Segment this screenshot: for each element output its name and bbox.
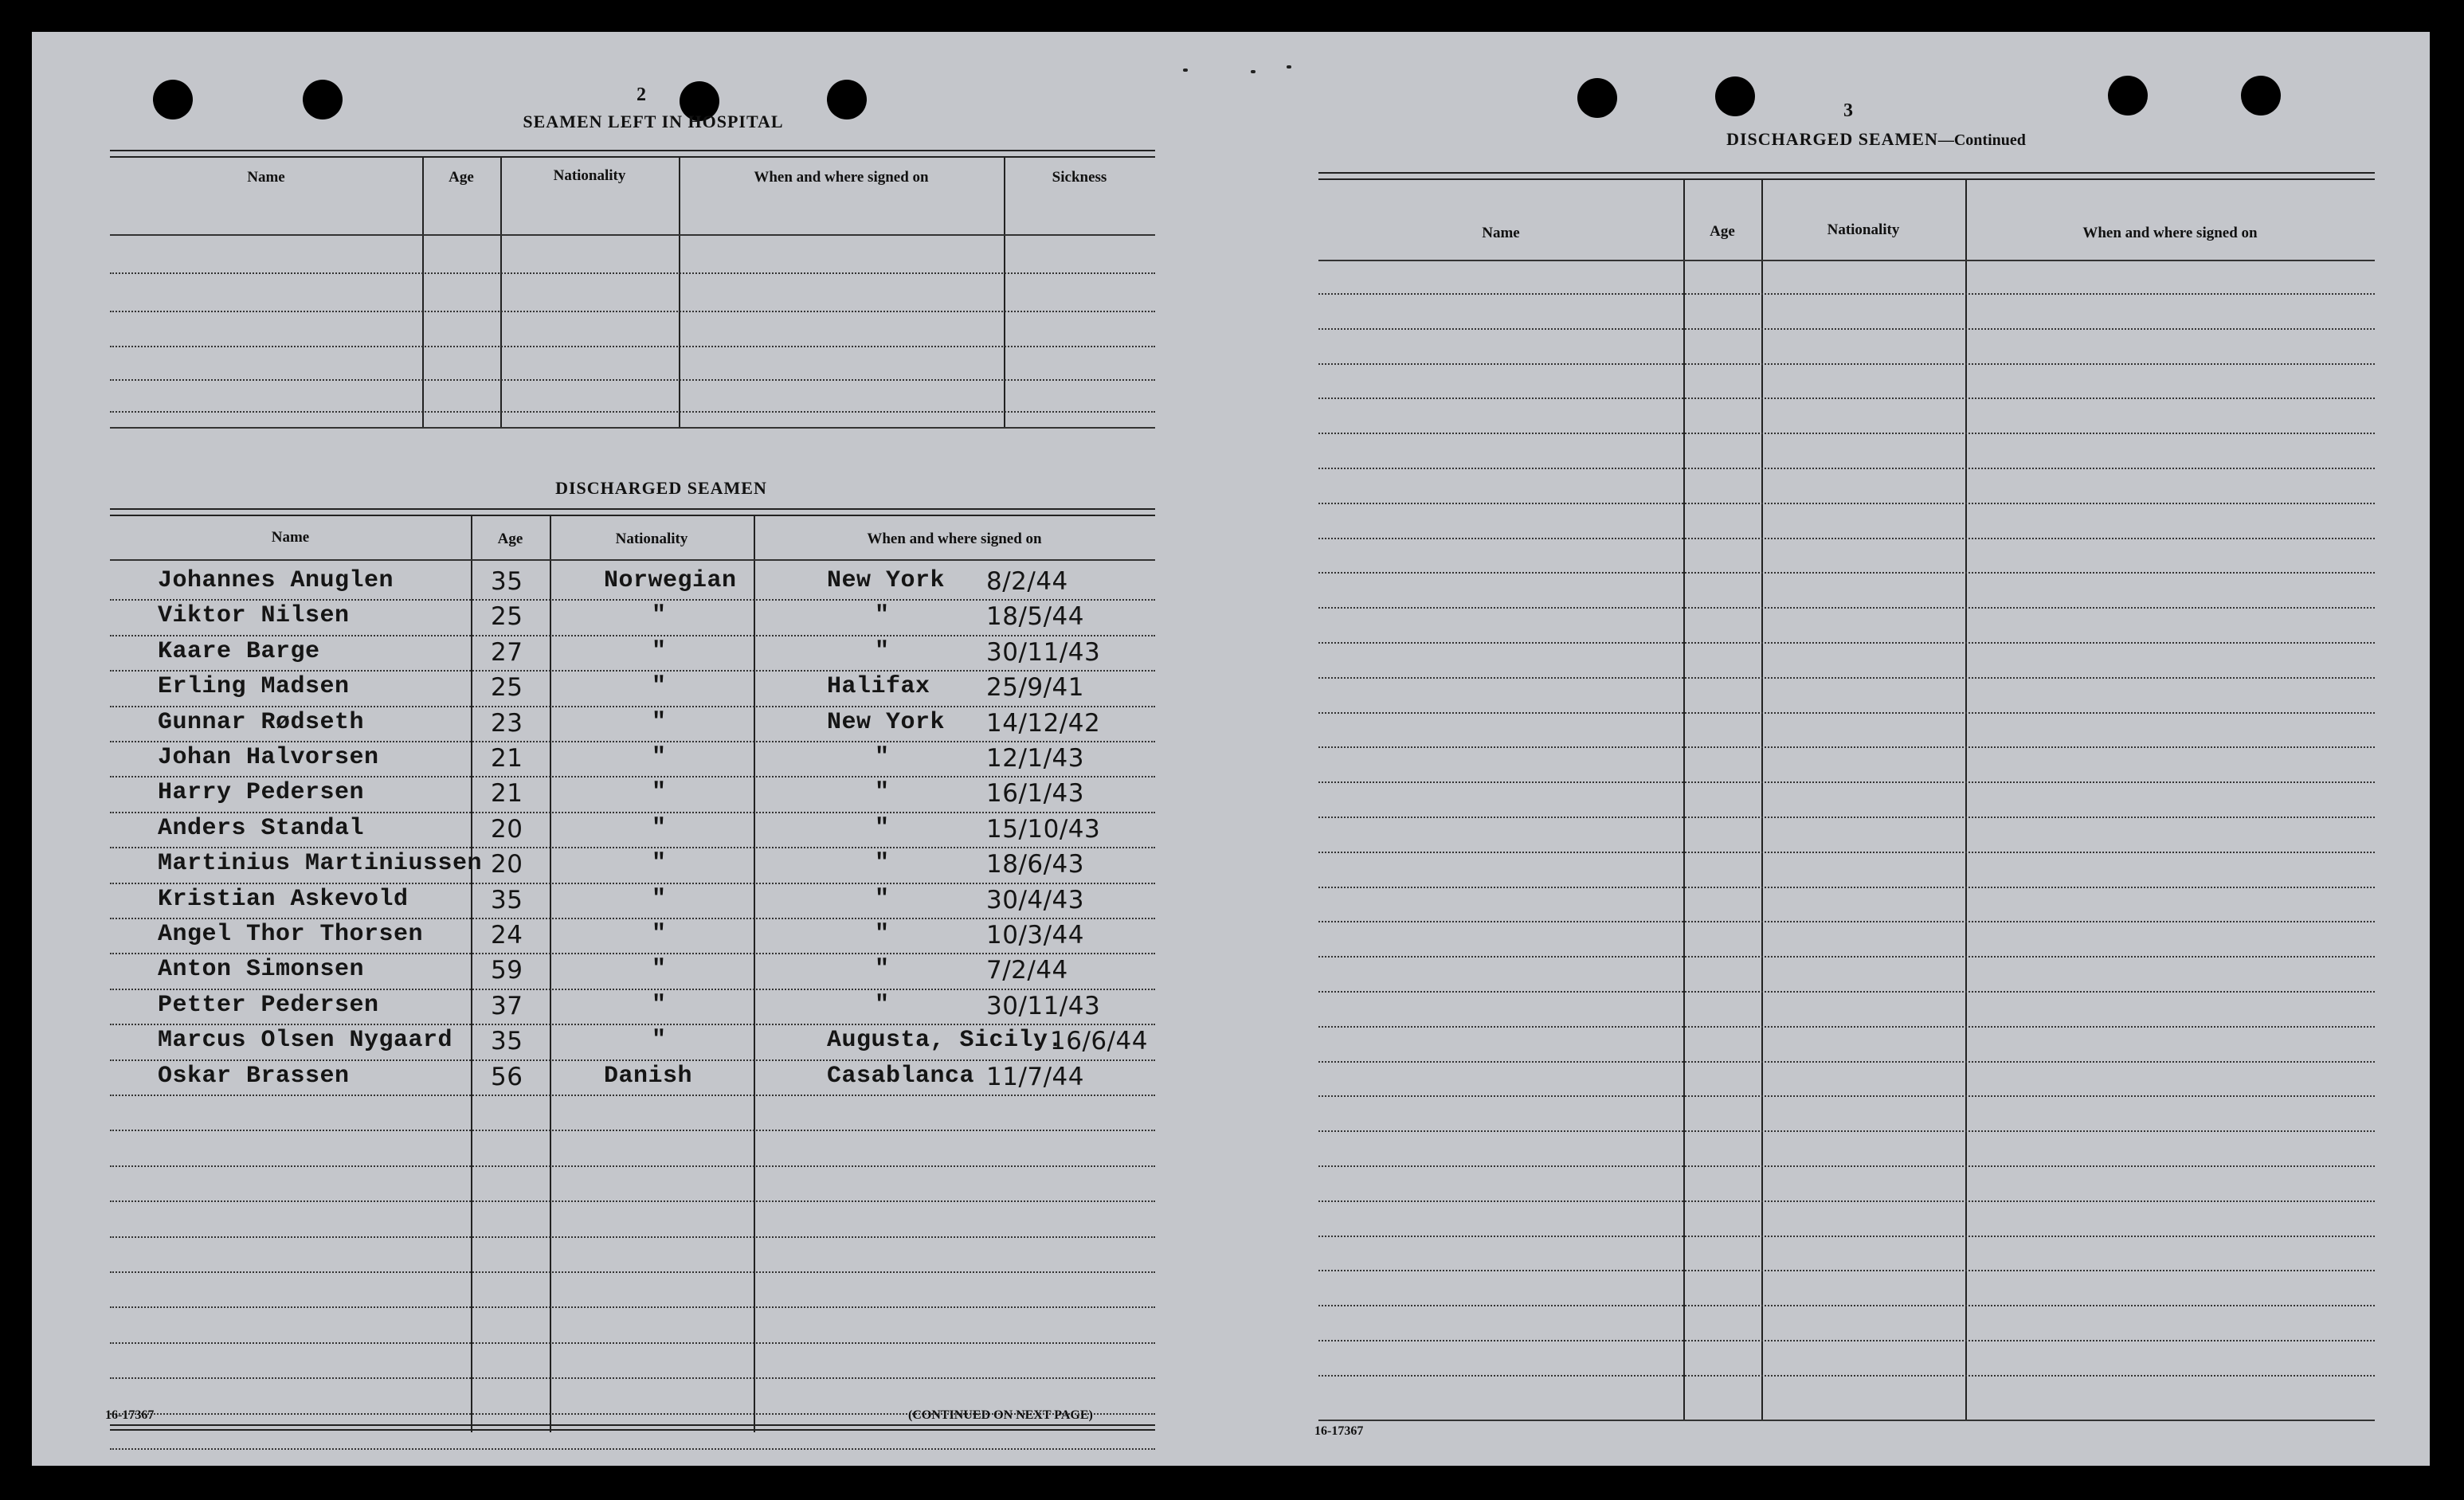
row-rule [1318,538,2375,539]
row-rule [1318,852,2375,853]
column-header: Name [1482,225,1520,241]
row-rule [110,776,1155,777]
row-rule [110,953,1155,954]
row-rule [110,1342,1155,1344]
column-header: Nationality [615,531,688,547]
seaman-nationality: " [652,602,667,630]
seaman-age: 23 [491,708,523,738]
row-rule [1318,956,2375,958]
signed-on-date: 11/7/44 [986,1062,1085,1091]
row-rule [1318,607,2375,609]
row-rule [110,1200,1155,1202]
row-rule [110,883,1155,884]
row-rule [1318,293,2375,295]
row-rule [1318,433,2375,434]
row-rule [110,234,1155,236]
table-top-rule [1318,172,2375,180]
continued-table [1318,172,2375,1447]
signed-on-date: 30/4/43 [986,885,1085,914]
seaman-age: 21 [491,744,523,773]
row-rule [1318,712,2375,714]
row-rule [1318,1270,2375,1271]
row-rule [110,411,1155,413]
title-text: DISCHARGED SEAMEN [1726,129,1938,149]
signed-on-place: " [875,885,890,913]
row-rule [110,1236,1155,1238]
row-rule [1318,677,2375,679]
signed-on-place: " [875,637,890,665]
seaman-age: 59 [491,956,523,985]
signed-on-place: " [875,814,890,842]
row-rule [1318,1305,2375,1306]
table-top-rule [110,508,1155,516]
page-number: 3 [1843,100,1853,121]
discharged-continued-title [1597,129,2155,150]
row-rule [1318,887,2375,888]
seaman-nationality: " [652,850,667,878]
seaman-nationality: Norwegian [604,567,737,594]
column-header: When and where signed on [867,531,1042,547]
row-rule [110,1095,1155,1096]
signed-on-date: 25/9/41 [986,673,1085,703]
hospital-table [110,150,1155,460]
seaman-age: 35 [491,885,523,914]
column-header: Age [1710,223,1735,240]
signed-on-date: 30/11/43 [986,991,1101,1020]
seaman-name: Oskar Brassen [158,1062,350,1090]
seaman-nationality: Danish [604,1062,693,1090]
seaman-age: 20 [491,850,523,879]
signed-on-place: " [875,956,890,984]
column-header: Name [247,169,285,186]
seaman-nationality: " [652,637,667,665]
seaman-name: Kristian Askevold [158,885,409,913]
row-rule [110,599,1155,601]
seaman-name: Johan Halvorsen [158,744,379,771]
seaman-nationality: " [652,921,667,948]
seaman-name: Marcus Olsen Nygaard [158,1027,453,1055]
column-divider [422,156,424,427]
table-bottom-rule [1318,1420,2375,1421]
row-rule [110,559,1155,561]
row-rule [1318,1165,2375,1167]
row-rule [110,1165,1155,1167]
right-page [1239,32,2430,1466]
seaman-nationality: " [652,708,667,736]
row-rule [110,847,1155,848]
row-rule [110,1306,1155,1308]
signed-on-date: 8/2/44 [986,567,1068,596]
row-rule [110,1377,1155,1379]
seaman-age: 21 [491,779,523,809]
row-rule [1318,1375,2375,1377]
signed-on-place: Augusta, Sicily. [827,1027,1064,1055]
row-rule [1318,781,2375,783]
row-rule [1318,1061,2375,1063]
row-rule [110,427,1155,429]
signed-on-place: " [875,602,890,630]
signed-on-date: 14/12/42 [986,708,1101,738]
row-rule [110,670,1155,672]
column-header: Age [497,531,523,547]
seaman-age: 20 [491,814,523,844]
seaman-name: Anders Standal [158,814,365,842]
row-rule [110,379,1155,381]
column-divider [754,516,755,1432]
table-top-rule [110,150,1155,158]
row-rule [1318,468,2375,469]
row-rule [1318,1340,2375,1341]
row-rule [1318,1026,2375,1028]
row-rule [1318,363,2375,365]
row-rule [1318,1200,2375,1202]
form-number: 16-17367 [105,1408,155,1422]
column-divider [1761,180,1763,1420]
signed-on-place: " [875,850,890,878]
form-number: 16-17367 [1314,1424,1364,1438]
signed-on-date: 10/3/44 [986,921,1085,950]
seaman-age: 27 [491,637,523,667]
seaman-age: 25 [491,673,523,703]
hospital-section-title: SEAMEN LEFT IN HOSPITAL [523,112,784,131]
document-sheet [32,32,2430,1466]
seaman-age: 25 [491,602,523,632]
signed-on-date: 12/1/43 [986,744,1085,773]
row-rule [1318,260,2375,261]
row-rule [110,989,1155,990]
signed-on-date: 16/1/43 [986,779,1085,809]
column-header: When and where signed on [2082,225,2258,241]
continued-note: (CONTINUED ON NEXT PAGE) [908,1408,1093,1422]
seaman-name: Johannes Anuglen [158,567,394,594]
seaman-nationality: " [652,673,667,701]
signed-on-date: 16/6/44 [1050,1027,1149,1056]
column-divider [1004,156,1005,427]
signed-on-place: " [875,921,890,948]
seaman-name: Harry Pedersen [158,779,365,807]
row-rule [1318,328,2375,330]
row-rule [1318,817,2375,818]
signed-on-date: 7/2/44 [986,956,1068,985]
seaman-name: Petter Pedersen [158,991,379,1019]
seaman-nationality: " [652,779,667,807]
seaman-name: Kaare Barge [158,637,320,665]
column-divider [550,516,551,1432]
seaman-nationality: " [652,814,667,842]
column-header: When and where signed on [754,169,929,186]
row-rule [110,1059,1155,1061]
seaman-name: Martinius Martiniussen [158,850,483,878]
signed-on-place: New York [827,708,946,736]
row-rule [110,311,1155,312]
signed-on-date: 18/5/44 [986,602,1085,632]
row-rule [110,706,1155,707]
row-rule [110,1448,1155,1450]
row-rule [1318,1095,2375,1097]
column-header: Sickness [1052,169,1107,186]
row-rule [110,272,1155,274]
discharged-section-title: DISCHARGED SEAMEN [555,478,767,498]
signed-on-place: " [875,744,890,771]
row-rule [110,741,1155,742]
seaman-nationality: " [652,956,667,984]
seaman-age: 24 [491,921,523,950]
row-rule [1318,642,2375,644]
left-page [32,32,1239,1466]
row-rule [1318,398,2375,399]
seaman-name: Gunnar Rødseth [158,708,365,736]
table-bottom-rule [110,1424,1155,1431]
signed-on-place: " [875,779,890,807]
signed-on-date: 18/6/43 [986,850,1085,879]
column-header: Age [449,169,474,186]
seaman-age: 37 [491,991,523,1020]
row-rule [110,918,1155,919]
seaman-nationality: " [652,744,667,771]
row-rule [110,346,1155,347]
column-divider [679,156,680,427]
row-rule [1318,1130,2375,1132]
row-rule [110,812,1155,813]
seaman-name: Viktor Nilsen [158,602,350,630]
column-divider [500,156,502,427]
signed-on-place: Casablanca [827,1062,975,1090]
row-rule [110,1024,1155,1025]
row-rule [1318,572,2375,574]
row-rule [1318,921,2375,922]
column-header: Nationality [1827,221,1900,238]
seaman-name: Erling Madsen [158,673,350,701]
row-rule [110,635,1155,636]
signed-on-date: 30/11/43 [986,637,1101,667]
signed-on-place: " [875,991,890,1019]
row-rule [110,1130,1155,1131]
signed-on-date: 15/10/43 [986,814,1101,844]
column-header: Name [271,529,310,546]
row-rule [1318,991,2375,993]
row-rule [1318,746,2375,748]
seaman-nationality: " [652,885,667,913]
seaman-name: Anton Simonsen [158,956,365,984]
column-divider [1965,180,1967,1420]
seaman-age: 35 [491,1027,523,1056]
row-rule [1318,1236,2375,1237]
signed-on-place: New York [827,567,946,594]
seaman-nationality: " [652,991,667,1019]
column-header: Nationality [553,167,626,184]
row-rule [1318,503,2375,504]
column-divider [471,516,472,1432]
column-divider [1683,180,1685,1420]
seaman-name: Angel Thor Thorsen [158,921,424,948]
seaman-nationality: " [652,1027,667,1055]
page-number: 2 [637,84,646,105]
row-rule [110,1271,1155,1273]
signed-on-place: Halifax [827,673,930,701]
seaman-age: 56 [491,1062,523,1091]
seaman-age: 35 [491,567,523,596]
title-suffix: —Continued [1937,131,2026,149]
